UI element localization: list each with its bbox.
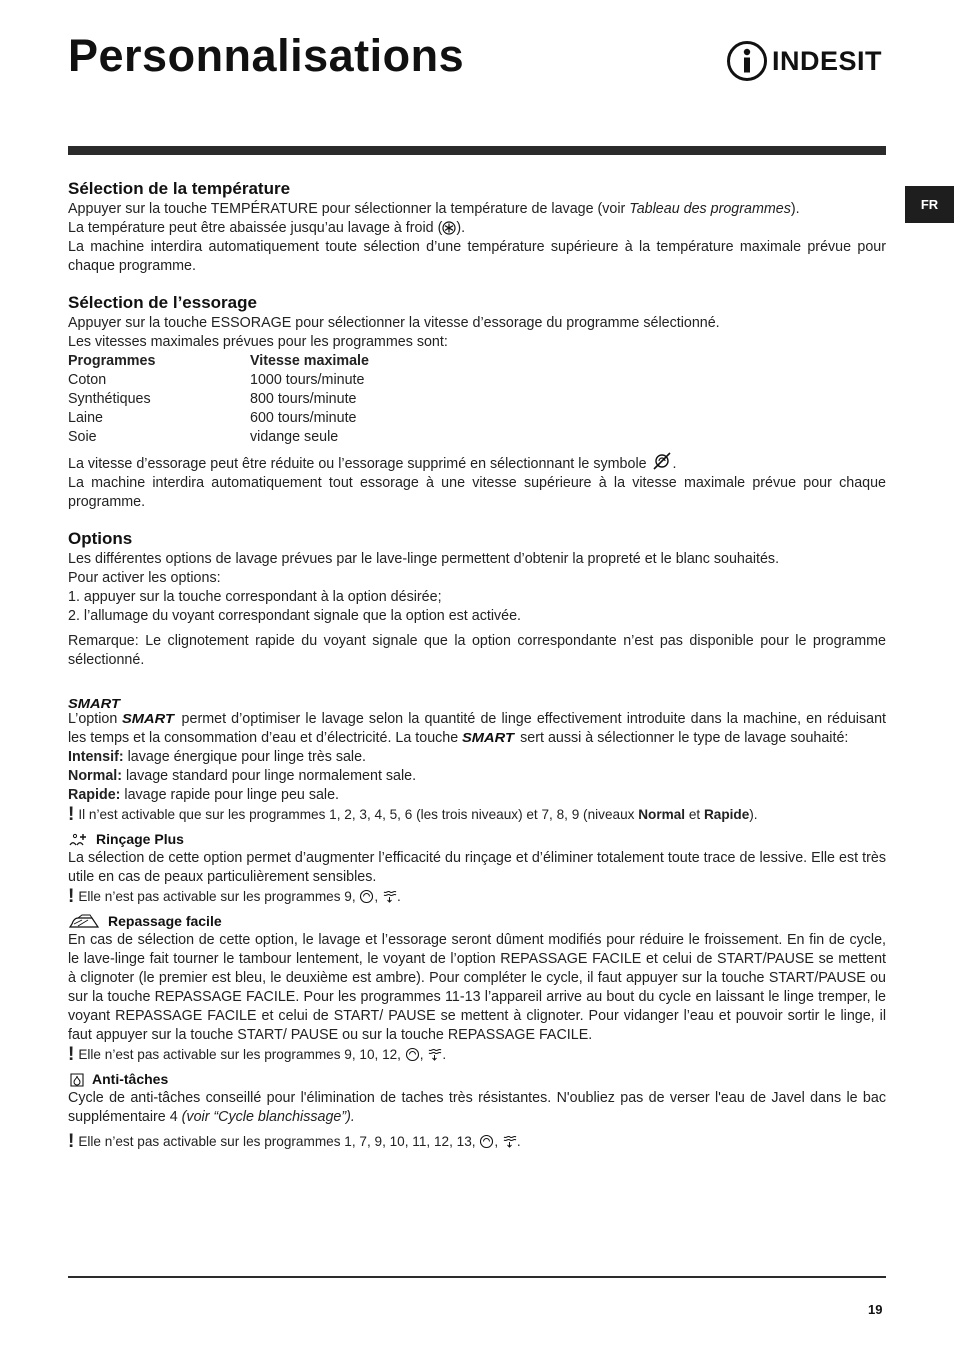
warning-icon: ! <box>68 886 75 907</box>
smart-logo-icon <box>68 696 122 710</box>
drain-icon <box>382 889 397 904</box>
easy-ironing-note: ! Elle n’est pas activable sur les programmes 9, 10, 12, , . <box>68 1044 447 1065</box>
spin-paragraph-4: La machine interdira automatiquement tout essorage à une vitesse supérieure à la vitesse maximale prévue pour chaque programme. <box>68 475 886 510</box>
table-header-speed: Vitesse maximale <box>250 353 369 369</box>
anti-stain-paragraph: Cycle de anti-tâches conseillé pour l'élimination de taches très résistantes. N'oubliez pas de verser l'eau de Javel dans le bac supplémentaire 4 (voir “Cycle blanchissage”). <box>68 1090 886 1125</box>
table-row <box>68 409 369 428</box>
table-cell: vidange seule <box>250 429 339 445</box>
table-header-programs: Programmes <box>68 353 156 369</box>
options-step-2: 2. l’allumage du voyant correspondant signale que la option est activée. <box>68 608 522 624</box>
svg-text:SMART: SMART <box>462 730 516 744</box>
rinse-plus-note: ! Elle n’est pas activable sur les programmes 9, , . <box>68 886 401 907</box>
header-rule <box>68 146 886 155</box>
drain-icon <box>502 1134 517 1149</box>
temperature-paragraph-1: Appuyer sur la touche TEMPÉRATURE pour sélectionner la température de lavage (voir Tableau des programmes). <box>68 201 800 217</box>
iron-icon <box>68 914 102 930</box>
spin-paragraph-3: La vitesse d’essorage peut être réduite ou l’essorage supprimé en sélectionnant le symbole . <box>68 451 886 474</box>
section-heading-temperature: Sélection de la température <box>68 179 291 198</box>
smart-level-intensif: Intensif: lavage énergique pour linge très sale. <box>68 749 367 765</box>
options-remark: Remarque: Le clignotement rapide du voyant signale que la option correspondante n’est pas disponible pour le programme sélectionné. <box>68 633 886 668</box>
spin-icon <box>479 1134 494 1149</box>
warning-icon: ! <box>68 1044 75 1065</box>
indesit-logo <box>726 40 888 82</box>
smart-paragraph: L’option SMART permet d’optimiser le lavage selon la quantité de linge effectivement introduite dans la machine, en réduisant les temps et la consommation d’eau et d’électricité. La touche SMART sert aussi à sélectionner le type de lavage souhaité: <box>68 711 886 746</box>
anti-stain-note: ! Elle n’est pas activable sur les programmes 1, 7, 9, 10, 11, 12, 13, , . <box>68 1131 521 1152</box>
footer-rule <box>68 1276 886 1278</box>
snowflake-icon <box>442 221 456 235</box>
language-tab: FR <box>905 186 954 223</box>
table-row <box>68 371 369 390</box>
table-cell: Coton <box>68 372 107 388</box>
drain-icon <box>427 1047 442 1062</box>
rinse-plus-paragraph: La sélection de cette option permet d’augmenter l’efficacité du rinçage et d’éliminer totalement toute trace de lessive. Elle est très utile en cas de peaux particulièrement sensibles. <box>68 850 886 885</box>
options-paragraph-2: Pour activer les options: <box>68 570 221 586</box>
section-heading-options: Options <box>68 529 133 548</box>
smart-heading <box>68 696 886 710</box>
no-spin-icon <box>651 451 673 471</box>
spin-paragraph-1: Appuyer sur la touche ESSORAGE pour sélectionner la vitesse d’essorage du programme sélectionné. <box>68 315 720 331</box>
page-title: Personnalisations <box>68 30 465 81</box>
table-cell: Synthétiques <box>68 391 151 407</box>
temperature-paragraph-2: La température peut être abaissée jusqu’au lavage à froid ( ). <box>68 220 466 236</box>
smart-level-normal: Normal: lavage standard pour linge normalement sale. <box>68 768 417 784</box>
table-row <box>68 390 369 409</box>
section-heading-spin: Sélection de l’essorage <box>68 293 257 312</box>
table-row <box>68 428 369 447</box>
spin-icon <box>405 1047 420 1062</box>
easy-ironing-heading: Repassage facile <box>68 912 886 931</box>
table-cell: Laine <box>68 410 103 426</box>
rinse-plus-heading: Rinçage Plus <box>68 830 886 849</box>
svg-text:SMART: SMART <box>68 696 122 710</box>
smart-note: ! Il n’est activable que sur les programmes 1, 2, 3, 4, 5, 6 (les trois niveaux) et 7, 8, 9 (niveaux Normal et Rapide). <box>68 804 758 825</box>
page-content <box>68 178 886 1151</box>
table-cell: 800 tours/minute <box>250 391 357 407</box>
smart-logo-icon <box>462 730 516 744</box>
table-header-row <box>68 352 369 371</box>
page-number: 19 <box>868 1302 883 1317</box>
warning-icon: ! <box>68 804 75 825</box>
stain-icon <box>68 1071 86 1089</box>
spin-icon <box>359 889 374 904</box>
spin-speed-table <box>68 352 369 447</box>
options-paragraph-1: Les différentes options de lavage prévues par le lave-linge permettent d’obtenir la propreté et le blanc souhaités. <box>68 551 780 567</box>
warning-icon: ! <box>68 1131 75 1152</box>
options-step-1: 1. appuyer sur la touche correspondant à la option désirée; <box>68 589 442 605</box>
anti-stain-heading: Anti-tâches <box>68 1070 886 1089</box>
indesit-i-icon <box>726 40 768 82</box>
indesit-wordmark: INDESIT <box>772 45 883 76</box>
temperature-paragraph-3: La machine interdira automatiquement toute sélection d’une température supérieure à la température maximale prévue pour chaque programme. <box>68 239 886 274</box>
table-cell: 1000 tours/minute <box>250 372 365 388</box>
spin-paragraph-2: Les vitesses maximales prévues pour les programmes sont: <box>68 334 448 350</box>
smart-logo-icon <box>122 711 176 725</box>
table-cell: 600 tours/minute <box>250 410 357 426</box>
easy-ironing-paragraph: En cas de sélection de cette option, le lavage et l’essorage seront dûment modifiés pour réduire le froissement. En fin de cycle, le lave-linge fait tourner le tambour lentement, le voyant de l’option REPASSAGE FACILE et celui de START/PAUSE se mettent à clignoter (le premier est bleu, le deuxième est ambre). Pour compléter le cycle, il faut appuyer sur la touche START/PAUSE ou sur la touche REPASSAGE FACILE. Pour les programmes 11-13 l’appareil arrive au bout du cycle en laissant le linge tremper, le voyant REPASSAGE FACILE et celui de START/ PAUSE se mettent à clignoter. Pour vidanger l’eau et pouvoir sortir le linge, il faut appuyer sur la touche START/ PAUSE ou sur la touche REPASSAGE FACILE. <box>68 932 886 1043</box>
rinse-plus-icon <box>68 831 90 849</box>
smart-level-rapide: Rapide: lavage rapide pour linge peu sale. <box>68 787 340 803</box>
table-cell: Soie <box>68 429 97 445</box>
svg-text:SMART: SMART <box>122 711 176 725</box>
